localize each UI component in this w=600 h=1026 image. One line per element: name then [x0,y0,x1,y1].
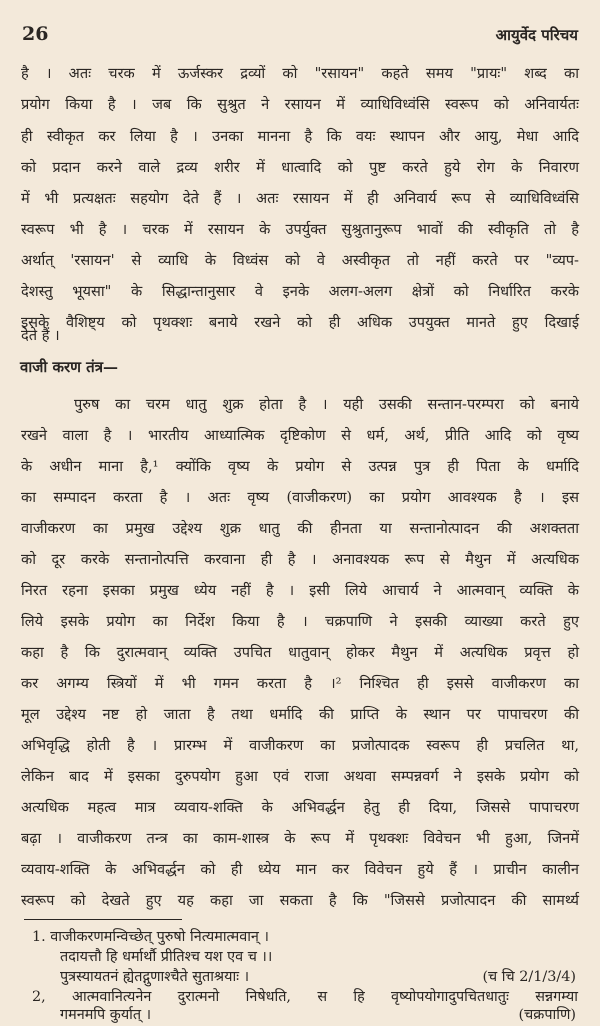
text-line: मूल उद्देश्य नष्ट हो जाता है तथा धर्मादि की प्राप्ति के स्थान पर पापाचरण की [21,706,579,723]
section-heading: वाजी करण तंत्र— [20,358,119,376]
text-line: प्रयोग किया है । जब कि सुश्रुत ने रसायन में व्याधिविध्वंसि स्वरूप को अनिवार्यतः [21,96,579,113]
text-line: निरत रहना इसका प्रमुख ध्येय नहीं है । इसी लिये आचार्य ने आत्मवान् व्यक्ति के [21,582,579,599]
text-line: स्वरूप भी है । चरक में रसायन के उपर्युक्त सुश्रुतानुरूप भावों की स्वीकृति तो है [21,221,579,238]
footnote-1-line: तदायत्तौ हि धर्मार्थौ प्रीतिश्च यश एव च ।। [60,949,273,965]
text-line: ही स्वीकृत कर लिया है । उनका मानना है कि वयः स्थापन और आयु, मेधा आदि [21,128,579,145]
text-line: कहा है कि दुरात्मवान् व्यक्ति उपचित धातुवान् होकर मैथुन में अत्यधिक प्रवृत्त हो [21,644,579,661]
text-line: व्यवाय-शक्ति के अभिवर्द्धन को ही ध्येय मान कर विवेचन हुये हैं । प्राचीन कालीन [21,861,579,878]
footnote-1-line: पुत्रस्यायतनं ह्येतद्गुणाश्चैते सुताश्रयाः । [60,969,250,985]
text-line: को दूर करके सन्तानोत्पत्ति करवाना ही है । अनावश्यक रूप से मैथुन में अत्यधिक [21,551,579,568]
text-line: का सम्पादन करता है । अतः वृष्य (वाजीकरण) का प्रयोग आवश्यक है । इस [21,489,579,506]
text-line-indented: पुरुष का चरम धातु शुक्र होता है । यही उसकी सन्तान-परम्परा को बनाये [74,396,579,413]
text-line: के अधीन माना है,¹ क्योंकि वृष्य के प्रयोग से उत्पन्न पुत्र ही पिता के धर्मादि [21,458,579,475]
footnote-1-reference: (च चि 2/1/3/4) [482,969,576,985]
text-line: बढ़ा । वाजीकरण तन्त्र का काम-शास्त्र के रूप में पृथक्शः विवेचन भी हुआ, जिनमें [21,830,579,847]
text-line: लिये इसके प्रयोग का निर्देश किया है । चक्रपाणि ने इसकी व्याख्या करते हुए [21,613,579,630]
text-line: को प्रदान करने वाले द्रव्य शरीर में धात्वादि को पुष्ट करते हुये रोग के निवारण [21,159,579,176]
text-line: रखने वाला है । भारतीय आध्यात्मिक दृष्टिकोण से धर्म, अर्थ, प्रीति आदि को वृष्य [21,427,579,444]
text-line: में भी प्रत्यक्षतः सहयोग देते हैं । अतः रसायन में ही अनिवार्य रूप से व्याधिविध्वंसि [21,190,579,207]
footnote-2-reference: (चक्रपाणि) [518,1007,576,1023]
running-header-title: आयुर्वेद परिचय [495,26,578,44]
page-number: 26 [22,23,49,45]
text-line: अर्थात् 'रसायन' से व्याधि के विध्वंस को वे अस्वीकृत तो नहीं करते पर "व्यप- [21,252,579,269]
text-line: अत्यधिक महत्व मात्र व्यवाय-शक्ति के अभिवर्द्धन हेतु ही दिया, जिससे पापाचरण [21,799,579,816]
text-line: देशस्तु भूयसा" के सिद्धान्तानुसार वे इनके अलग-अलग क्षेत्रों को निर्धारित करके [21,283,579,300]
text-line-last: देते हैं । [21,327,60,344]
text-line: लेकिन बाद में इसका दुरुपयोग हुआ एवं राजा अथवा सम्पन्नवर्ग ने इसके प्रयोग को [21,768,579,785]
text-line: वाजीकरण का प्रमुख उद्देश्य शुक्र धातु की हीनता या सन्तानोत्पादन की अशक्तता [21,520,579,537]
text-line: है । अतः चरक में ऊर्जस्कर द्रव्यों को "रसायन" कहते समय "प्रायः" शब्द का [21,65,579,82]
footnote-divider [24,919,182,920]
text-line: अभिवृद्धि होती है । प्रारम्भ में वाजीकरण का प्रजोत्पादक स्वरूप ही प्रचलित था, [21,737,579,754]
text-line: कर अगम्य स्त्रियों में भी गमन करता है ।² निश्चित ही इससे वाजीकरण का [21,675,579,692]
text-line: स्वरूप को देखते हुए यह कहा जा सकता है कि "जिससे प्रजोत्पादन की सामर्थ्य [21,892,579,909]
footnote-1-line: 1. वाजीकरणमन्विच्छेत् पुरुषो नित्यमात्मवान् । [32,929,269,945]
footnote-2-line: 2, आत्मवानित्यनेन दुरात्मनो निषेधति, स हि वृष्योपयोगादुपचितधातुः सन्नगम्या [32,989,578,1005]
text-line: इसके वैशिष्ट्य को पृथक्शः बनाये रखने को ही अधिक उपयुक्त मानते हुए दिखाई [21,314,579,331]
footnote-2-line: गमनमपि कुर्यात् । [60,1007,152,1023]
